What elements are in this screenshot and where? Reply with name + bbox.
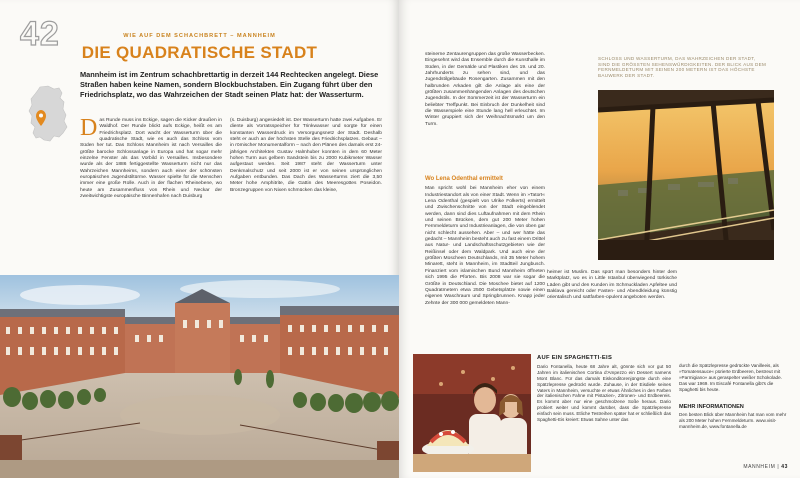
column-text: heimer ist Muslim. Das spürt man besonders hinter dem Marktplatz, wo es in Little Istanbul überwiegend türkische Läden gibt und den Kunden im Schmuckladen Apfeltee und Baklava gereicht oder Fasten- und Abendkleidung künstig orientalisch und sattfarben-opulent angeboten werden. [547, 270, 677, 301]
more-info-text: Den besten Blick über Mannheim hat man vom mehr als 200 Meter hohen Fernmeldeturm. www.visit-mannheim.de, www.fontanella.de [679, 412, 787, 430]
right-text-column-1 [425, 52, 545, 128]
photo-caption: SCHLOSS UND WASSERTURM, DAS WAHRZEICHEN DER STADT, SIND DIE GRÖSSTEN SEHENSWÜRDIGKEITEN. DER BLICK AUS DEM FERNMELDETURM MIT SEINEN 200 METERN IST DAS HÖCHSTE BAUWERK DER STADT. [598, 56, 767, 78]
germany-map-icon [26, 85, 70, 143]
drop-cap: D [80, 115, 98, 141]
page-footer: MANNHEIM | 43 [743, 464, 788, 470]
kicker: WIE AUF DEM SCHACHBRETT – MANNHEIM [123, 33, 276, 39]
tv-tower-view-photo [598, 90, 774, 260]
eis-text [537, 356, 671, 423]
right-page [399, 0, 800, 478]
lead-paragraph: Mannheim ist im Zentrum schachbrettartig in derzeit 144 Rechtecken angelegt. Diese Straßen haben keine Namen, sondern Blockbuchstaben. Ein Zugang führt über den Friedrichsplatz, wo das Wahrzeichen der Stadt seinen Platz hat: der Wasserturm. [80, 70, 379, 99]
page-title: DIE QUADRATISCHE STADT [81, 43, 318, 62]
right-text-column-2 [425, 170, 545, 307]
ice-cream-shop-photo [413, 354, 531, 472]
palace-photo [0, 275, 399, 478]
right-text-column-3 [547, 270, 677, 302]
page-number-right: 43 [781, 464, 788, 470]
column-text: steinerne Zentaurengruppen das große Wasserbecken. Eingesehnt wird das Ensemble durch die Kunsthalle im Süden, in der Gemälde und Plastiken des 19. und 20. Jahrhunderts zu sehen sind, und das Jugendstilgebäude Rosengarten. Zusammen mit den halbrunden Arkaden gilt die Anlage als eine der größten zusammenhängenden Anlagen des deutschen Jugendstils. In der Sommerzeit ist der Wasserturm ein beliebter Treffpunkt. Bei Einbruch der Dunkelheit sind die Wasserspiele eine Stunde lang hell erleuchtet. Im Winter gruppiert sich der Weihnachtsmarkt um den Turm. [425, 52, 545, 127]
spaghetti-ice-box [413, 354, 675, 472]
text-column-2 [230, 118, 382, 194]
eis-heading: AUF EIN SPAGHETTI-EIS [537, 355, 613, 361]
info-box [679, 363, 787, 430]
section-subheading: Wo Lena Odenthal ermittelt [425, 176, 503, 182]
left-page [0, 0, 399, 478]
eis-paragraph: Dario Fontanella, heute 68 Jahre alt, gönnte sich vor gut 50 Jahren im italienischen Cortina d'Ampezzo ein Dessert namens Mont Blanc. Für das damals Eiskonditorenjüngste durch eine Spätzlepresse gedrückt wurde. Zuhause, in der Eisdiele seines Vaters in Mannheim, versuchte er etwas Ähnliches in den Farben der italienischen Fahne mit Pistazien-, Zitronen- und Erdbeereis. Es kommt aber nur eine geschmolzene Soße heraus. Dario probiert weiter und kommt darüber, dass die Spätzlepresse einfach sein muss. Etliche Testreihen später hat er schließlich das Spaghetti-Eis kreiert: Etwas Sahne unter das [537, 363, 671, 423]
more-info-heading: MEHR INFORMATIONEN [679, 403, 744, 410]
column-text: Man spricht wohl bei Mannheim eher von einem Industriestandort als von einer Stadt. Wenn im »Tatort« Lena Odenthal (gespielt von Ulrike Folkerts) ermittelt und Zwischenschnitte von der Stadt eingeblendet werden, dann sind dies Luftaufnahmen mit dem Rhein und seinen Brücken, dem gut 200 Meter hohen Fernmeldeturm und Industrieanlagen, die von oben gar nicht schlecht aussehen. Aber – und wer hätte das gedacht – Mannheim besteht auch zu fast einem Drittel aus Natur- und Landschaftsschutzgebieten wie der Reißinsel oder dem Waldpark. Und auch eine der größten Moscheen Deutschlands, mit 35 Meter hohem Minarett, steht in Mannheim, im Stadtteil Jungbusch. Finanziert vom islamischen Bund Mannheim öffneten sich 1995 die Pforten. Bis 2008 war sie sogar die Größte in Deutschland. Die Moschee bietet auf 1200 Quadratmetern etwa 2500 Gebetsplätze sowie einen eigenen Waschraum und Springbrunnen. Knapp jeder Zehnte der 300 000 gemeldeten Mann- [425, 186, 545, 306]
footer-label: MANNHEIM [743, 464, 776, 470]
page-number: 42 [20, 15, 60, 53]
column-text: (s. Duisburg) angesiedelt ist. Der Wasserturm hatte zwei Aufgaben. Er diente als Vorratsspeicher für Trinkwasser und sorgte für einen konstanten Wasserdruck im Versorgungsnetz der Stadt. Deshalb steht er auch an der höchsten Stelle des Friedrichsplatzes. Gebaut – in römischer Monumentalform – nach den Plänen des damals erst 24-jährigen Architekten Gustav Halmhuber konnten in dem 60 Meter hohen Turm aus gelbem Sandstein bis zu 2000 Kubikmeter Wasser aufgestaut werden. Seit 1987 steht der Wasserturm unter Denkmalschutz und seit 2000 ist er von seinen ursprünglichen Aufgaben entbunden. Das Dach des Wasserturms ziert die 3,50 Meter hohe Amphitrite, die Gattin des Meeresgottes Poseidon. Bronzegruppen von Nixen schmücken das kleine, [230, 118, 382, 193]
text-column-1 [80, 115, 222, 200]
column-text: as Runde muss ins Eckige, sagen die Kicker draußen in Waldhof. Der Runde blickt aufs Eckige, heißt es am Friedrichsplatz. Dort wacht der Wasserturm über die quadratische Stadt, wie es auch das Schloss vom Süden her tut. Das Schloss Mannheim ist nach Versailles die größte barocke Schlossanlage in Europa und hat sogar mehr einzelne Fenster als das Vorbild in Versailles. Insbesondere wurde als der 1886 fertiggestellte Wasserturm nicht nur das Wahrzeichen Mannheims, sondern auch einer der schönsten europäischen Jugendstiltürme. Wasser spielte für die Menschen immer eine große Rolle. Auch in der flachen Rheinebene, wo heute am Zusammenfluss von Rhein und Neckar der zweitwichtigste europäische Binnenhafen nach Duisburg [80, 118, 222, 200]
eis-paragraph-continued: durch die Spätzlepresse gedrückte Vanilleeis, als »Tomatensauce« pürierte Erdbeeren, bestreut mit »Parmigiano« aus geraspelter weißer Schokolade. Das war 1969. Im Eiscafé Fontanella gibt's die Spaghetti bis heute. [679, 363, 782, 392]
